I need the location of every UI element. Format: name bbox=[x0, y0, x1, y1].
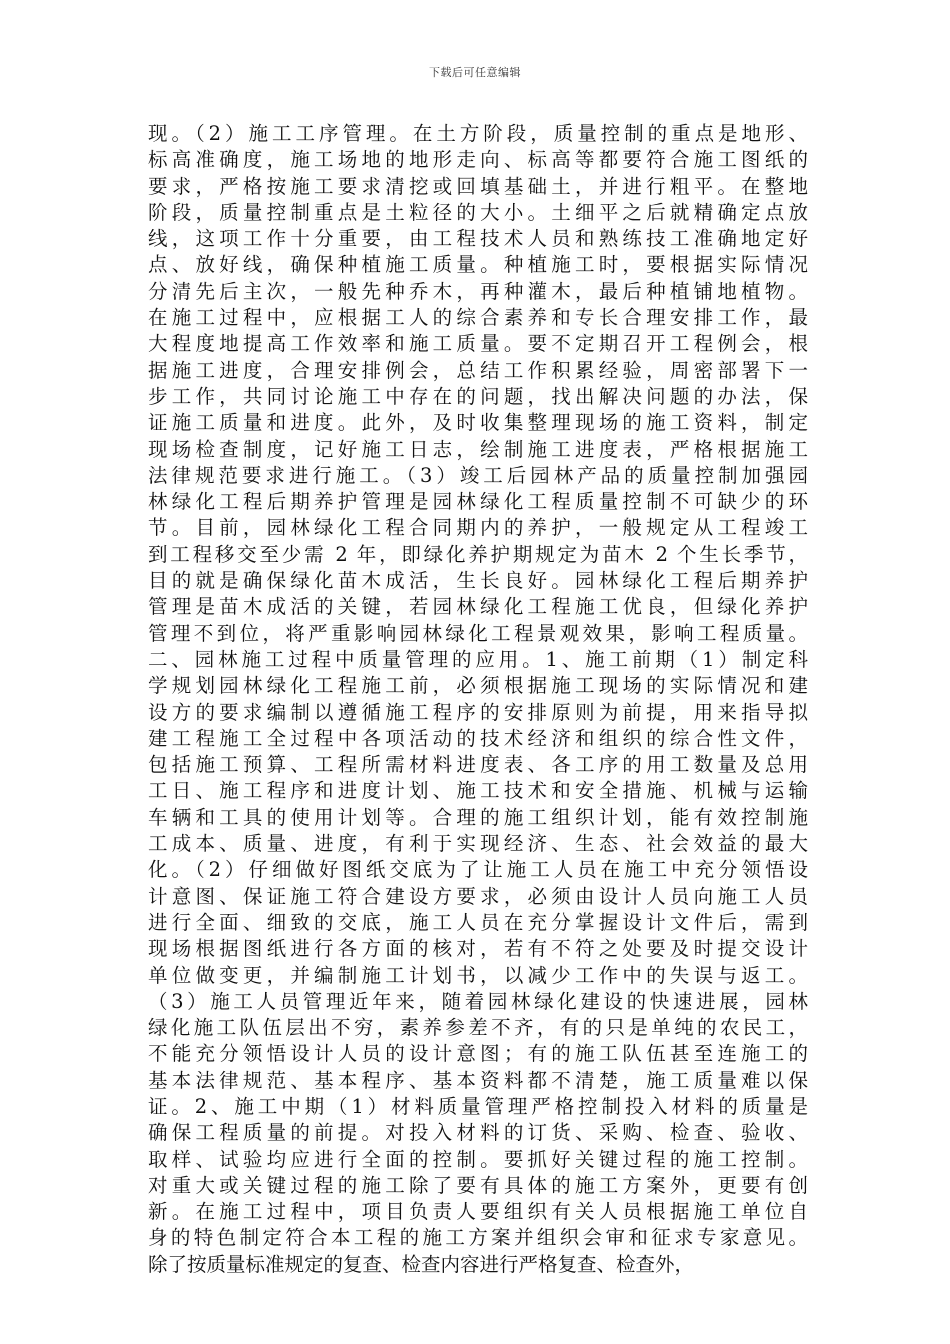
text-line: 学规划园林绿化工程施工前，必须根据施工现场的实际情况和建 bbox=[148, 674, 808, 698]
text-line: 建工程施工全过程中各项活动的技术经济和组织的综合性文件， bbox=[148, 726, 808, 750]
text-line: 现场根据图纸进行各方面的核对，若有不符之处要及时提交设计 bbox=[148, 937, 808, 961]
text-line: 取样、试验均应进行全面的控制。要抓好关键过程的施工控制。 bbox=[148, 1147, 808, 1171]
text-line: 标高准确度，施工场地的地形走向、标高等都要符合施工图纸的 bbox=[148, 148, 808, 172]
text-line: 目的就是确保绿化苗木成活，生长良好。园林绿化工程后期养护 bbox=[148, 569, 808, 593]
text-line: 到工程移交至少需 2 年，即绿化养护期规定为苗木 2 个生长季节， bbox=[148, 542, 808, 566]
text-line: 除了按质量标准规定的复查、检查内容进行严格复查、检查外， bbox=[148, 1252, 695, 1276]
text-line: 对重大或关键过程的施工除了要有具体的施工方案外，更要有创 bbox=[148, 1173, 808, 1197]
text-line: 新。在施工过程中，项目负责人要组织有关人员根据施工单位自 bbox=[148, 1200, 808, 1224]
text-line: 线，这项工作十分重要，由工程技术人员和熟练技工准确地定好 bbox=[148, 227, 808, 251]
text-line: 管理不到位，将严重影响园林绿化工程景观效果，影响工程质量。 bbox=[148, 621, 808, 645]
text-line: 计意图、保证施工符合建设方要求，必须由设计人员向施工人员 bbox=[148, 884, 808, 908]
text-line: 包括施工预算、工程所需材料进度表、各工序的用工数量及总用 bbox=[148, 753, 808, 777]
text-line: 绿化施工队伍层出不穷，素养参差不齐，有的只是单纯的农民工， bbox=[148, 1016, 808, 1040]
text-line: 身的特色制定符合本工程的施工方案并组织会审和征求专家意见。 bbox=[148, 1226, 808, 1250]
text-line: 二、园林施工过程中质量管理的应用。1、施工前期（1）制定科 bbox=[148, 647, 808, 671]
text-line: 进行全面、细致的交底，施工人员在充分掌握设计文件后，需到 bbox=[148, 910, 808, 934]
document-body bbox=[148, 121, 808, 1278]
text-line: 工成本、质量、进度，有利于实现经济、生态、社会效益的最大 bbox=[148, 832, 808, 856]
text-line: 据施工进度，合理安排例会，总结工作积累经验，周密部署下一 bbox=[148, 358, 808, 382]
text-line: 管理是苗木成活的关键，若园林绿化工程施工优良，但绿化养护 bbox=[148, 595, 808, 619]
text-line: 现。（2）施工工序管理。在土方阶段，质量控制的重点是地形、 bbox=[148, 122, 808, 145]
text-line: 化。（2）仔细做好图纸交底为了让施工人员在施工中充分领悟设 bbox=[148, 858, 808, 882]
text-line: （3）施工人员管理近年来，随着园林绿化建设的快速进展，园林 bbox=[148, 989, 808, 1013]
text-line: 证施工质量和进度。此外，及时收集整理现场的施工资料，制定 bbox=[148, 411, 808, 435]
text-line: 阶段，质量控制重点是土粒径的大小。土细平之后就精确定点放 bbox=[148, 200, 808, 224]
text-line: 不能充分领悟设计人员的设计意图；有的施工队伍甚至连施工的 bbox=[148, 1042, 808, 1066]
text-line: 证。2、施工中期（1）材料质量管理严格控制投入材料的质量是 bbox=[148, 1094, 808, 1118]
text-line: 设方的要求编制以遵循施工程序的安排原则为前提，用来指导拟 bbox=[148, 700, 808, 724]
text-line: 基本法律规范、基本程序、基本资料都不清楚，施工质量难以保 bbox=[148, 1068, 808, 1092]
text-line: 要求，严格按施工要求清挖或回填基础土，并进行粗平。在整地 bbox=[148, 174, 808, 198]
text-line: 现场检查制度，记好施工日志，绘制施工进度表，严格根据施工 bbox=[148, 437, 808, 461]
text-line: 法律规范要求进行施工。（3）竣工后园林产品的质量控制加强园 bbox=[148, 463, 808, 487]
text-line: 步工作，共同讨论施工中存在的问题，找出解决问题的办法，保 bbox=[148, 384, 808, 408]
text-line: 单位做变更，并编制施工计划书，以减少工作中的失误与返工。 bbox=[148, 963, 808, 987]
text-line: 车辆和工具的使用计划等。合理的施工组织计划，能有效控制施 bbox=[148, 805, 808, 829]
text-line: 分清先后主次，一般先种乔木，再种灌木，最后种植铺地植物。 bbox=[148, 279, 808, 303]
text-line: 节。目前，园林绿化工程合同期内的养护，一般规定从工程竣工 bbox=[148, 516, 808, 540]
text-line: 大程度地提高工作效率和施工质量。要不定期召开工程例会，根 bbox=[148, 332, 808, 356]
text-line: 确保工程质量的前提。对投入材料的订货、采购、检查、验收、 bbox=[148, 1121, 808, 1145]
page-header: 下载后可任意编辑 bbox=[429, 66, 521, 79]
text-line: 工日、施工程序和进度计划、施工技术和安全措施、机械与运输 bbox=[148, 779, 808, 803]
text-line: 在施工过程中，应根据工人的综合素养和专长合理安排工作，最 bbox=[148, 306, 808, 330]
text-line: 点、放好线，确保种植施工质量。种植施工时，要根据实际情况 bbox=[148, 253, 808, 277]
text-line: 林绿化工程后期养护管理是园林绿化工程质量控制不可缺少的环 bbox=[148, 490, 808, 514]
